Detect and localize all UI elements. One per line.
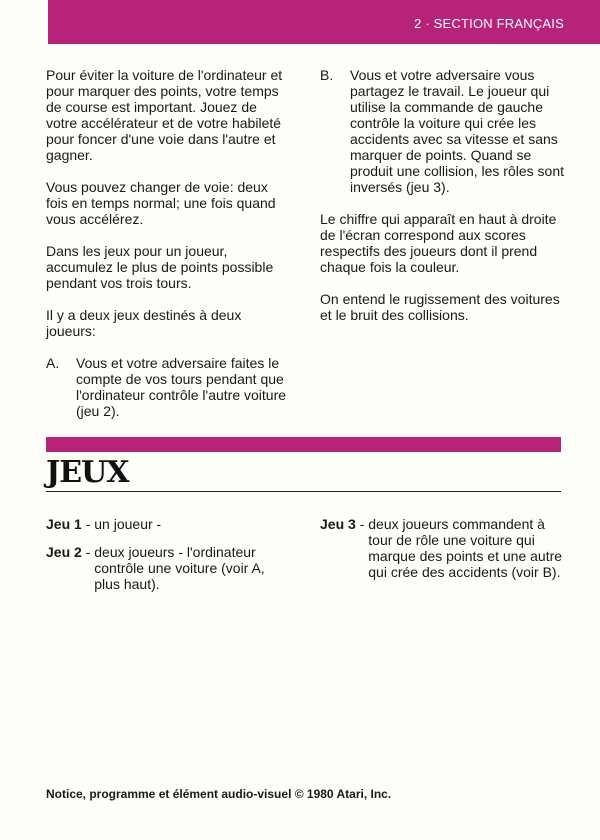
- game-label: Jeu 2: [46, 544, 82, 560]
- list-item-b: [320, 67, 564, 195]
- paragraph: On entend le rugissement des voitures et le bruit des collisions.: [320, 291, 560, 323]
- right-column: [320, 67, 564, 339]
- list-text: Vous et votre adversaire vous partagez le travail. Le joueur qui utilise la commande de gauche contrôle la voiture qui crée les accidents avec sa vitesse et sans marquer de points. Quand se produit une collision, les rôles sont inversés (jeu 3).: [350, 67, 565, 195]
- paragraph: Dans les jeux pour un joueur, accumulez le plus de points possible pendant vos trois tours.: [46, 243, 274, 291]
- game-entry: [46, 516, 286, 532]
- game-description: deux joueurs commandent à tour de rôle une voiture qui marque des points et une autre qui crée des accidents (voir B).: [368, 516, 563, 580]
- footer-copyright: Notice, programme et élément audio-visuel © 1980 Atari, Inc.: [46, 787, 392, 801]
- paragraph: Le chiffre qui apparaît en haut à droite de l'écran correspond aux scores respectifs des joueurs dont il prend chaque fois la couleur.: [320, 211, 557, 275]
- header-bar: [48, 0, 600, 44]
- separator-dash: -: [355, 516, 369, 532]
- list-letter: B.: [320, 67, 334, 83]
- separator-dash: -: [81, 544, 95, 560]
- game-description: deux joueurs - l'ordinateur contrôle une voiture (voir A, plus haut).: [94, 544, 265, 592]
- paragraph: Vous pouvez changer de voie: deux fois en temps normal; une fois quand vous accélérez.: [46, 179, 276, 227]
- section-label: 2 · SECTION FRANÇAIS: [414, 16, 564, 31]
- games-left-column: [46, 516, 286, 604]
- game-description: un joueur -: [94, 516, 162, 532]
- game-entry: [46, 544, 286, 592]
- title-rule: [46, 491, 561, 492]
- paragraph: Pour éviter la voiture de l'ordinateur et pour marquer des points, votre temps de course est important. Jouez de votre accélérateur et de votre habileté pour foncer d'une voie dans l'autre et gagner.: [46, 67, 283, 163]
- game-label: Jeu 1: [46, 516, 82, 532]
- game-entry: [320, 516, 570, 580]
- section-divider-bar: [46, 437, 561, 452]
- section-title: JEUX: [46, 455, 129, 490]
- game-label: Jeu 3: [320, 516, 356, 532]
- list-letter: A.: [46, 355, 60, 371]
- list-item-a: [46, 355, 290, 419]
- paragraph: Il y a deux jeux destinés à deux joueurs:: [46, 307, 242, 339]
- games-right-column: [320, 516, 570, 592]
- left-column: [46, 67, 290, 435]
- separator-dash: -: [81, 516, 95, 532]
- list-text: Vous et votre adversaire faites le compte de vos tours pendant que l'ordinateur contrôle l'autre voiture (jeu 2).: [76, 355, 287, 419]
